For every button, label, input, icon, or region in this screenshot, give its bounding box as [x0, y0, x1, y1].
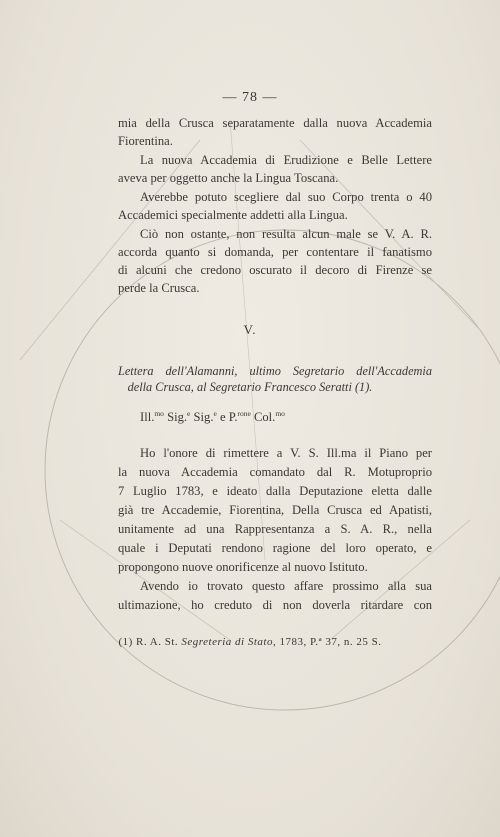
footnote-suffix: , 1783, P.ª 37, n. 25 S.: [272, 636, 382, 648]
text-line: Ho l'onore di rimettere a V. S. Ill.ma il Piano per: [140, 446, 432, 460]
salutation-part: Sig.: [163, 410, 188, 424]
salutation-superscript: mo: [154, 409, 164, 418]
text-line: perde la Crusca.: [118, 281, 200, 295]
footnote-source: Segreteria di Stato: [181, 636, 273, 648]
salutation-superscript: e: [187, 409, 191, 418]
text-line: aveva per oggetto anche la Lingua Toscana.: [118, 171, 339, 185]
text-line: già tre Accademie, Fiorentina, Della Crusca ed Apatisti,: [118, 503, 432, 517]
salutation-part: Sig.: [190, 410, 214, 424]
text-line: La nuova Accademia di Erudizione e Belle Lettere: [140, 153, 432, 167]
text-line: di alcuni che credono oscurato il decoro di Firenze se: [118, 263, 432, 277]
text-line: propongono nuove onorificenze al nuovo Istituto.: [118, 560, 368, 574]
letter-title-line: Lettera dell'Alamanni, ultimo Segretario dell'Accademia: [118, 364, 432, 378]
text-line: ultimazione, ho creduto di non doverla ritardare con: [118, 598, 432, 612]
salutation-superscript: e: [213, 409, 217, 418]
salutation-superscript: rone: [237, 409, 251, 418]
text-line: Averebbe potuto scegliere dal suo Corpo trenta o 40: [140, 190, 432, 204]
text-line: unitamente ad una Rappresentanza a S. A. R., nella: [118, 522, 432, 536]
text-line: Ciò non ostante, non resulta alcun male se V. A. R.: [140, 227, 432, 241]
salutation-part: Col.: [250, 410, 276, 424]
text-line: quale i Deputati rendono ragione del loro operato, e: [118, 541, 432, 555]
page-number: — 78 —: [222, 90, 278, 105]
salutation-superscript: mo: [275, 409, 285, 418]
letter-title-line: della Crusca, al Segretario Francesco Seratti (1).: [127, 380, 373, 394]
salutation-part: Ill.: [140, 410, 155, 424]
text-line: Avendo io trovato questo affare prossimo alla sua: [140, 579, 432, 593]
text-line: accorda quanto si domanda, per contentare il fanatismo: [118, 245, 432, 259]
section-numeral: V.: [243, 322, 257, 337]
text-line: Fiorentina.: [118, 134, 173, 148]
salutation-part: e P.: [216, 410, 238, 424]
footnote: [0, 636, 500, 648]
text-line: 7 Luglio 1783, e ideato dalla Deputazione eletta dalle: [118, 484, 432, 498]
salutation: [140, 409, 285, 425]
text-line: mia della Crusca separatamente dalla nuova Accademia: [118, 116, 432, 130]
footnote-prefix: (1) R. A. St.: [118, 636, 179, 648]
text-line: la nuova Accademia comandato dal R. Motuproprio: [118, 465, 432, 479]
text-line: Accademici specialmente addetti alla Lingua.: [118, 208, 348, 222]
